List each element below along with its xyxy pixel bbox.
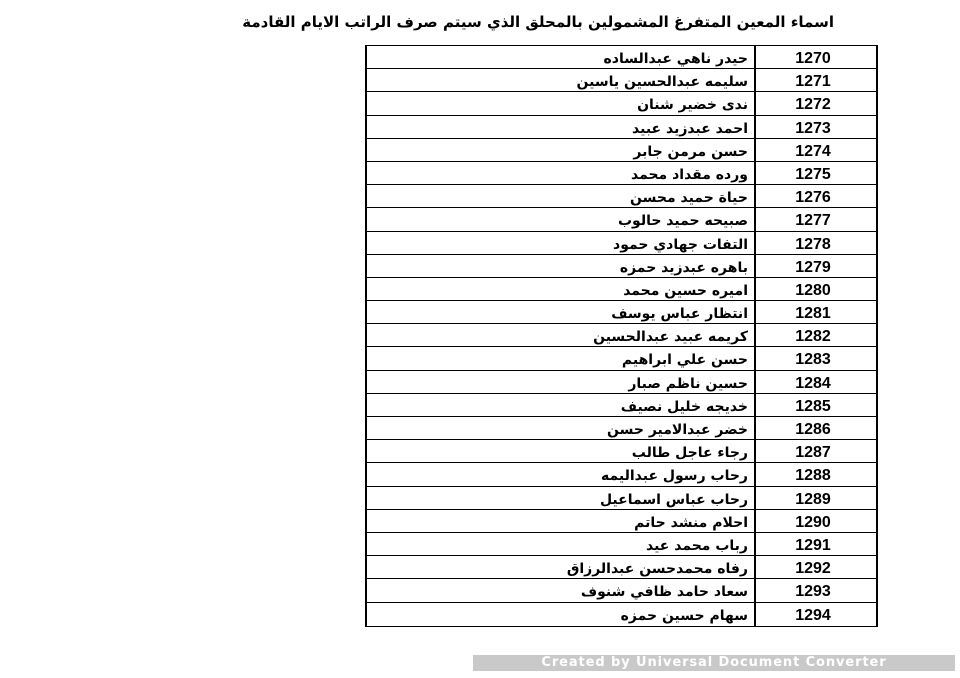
name-cell: خديجه خليل نصيف	[620, 398, 748, 415]
name-cell: ورده مقداد محمد	[630, 166, 748, 183]
table-row	[365, 371, 878, 394]
number-cell: 1283	[754, 347, 878, 369]
number-cell: 1293	[754, 579, 878, 601]
name-cell: كريمه عبيد عبدالحسين	[593, 329, 748, 346]
number-cell: 1275	[754, 162, 878, 184]
name-cell: رحاب رسول عبداليمه	[601, 468, 748, 485]
name-cell: حسن علي ابراهيم	[621, 352, 748, 369]
number-cell: 1273	[754, 116, 878, 138]
name-cell: رجاء عاجل طالب	[631, 445, 748, 462]
table-row	[365, 139, 878, 162]
number-cell: 1289	[754, 487, 878, 509]
name-cell: ندى خضير شنان	[637, 97, 748, 114]
name-cell: باهره عبدزيد حمزه	[619, 259, 748, 276]
table-row	[365, 533, 878, 556]
number-cell: 1285	[754, 394, 878, 416]
table-row	[365, 69, 878, 92]
table-row	[365, 185, 878, 208]
table-row	[365, 347, 878, 370]
name-cell: التفات جهادي حمود	[613, 236, 748, 253]
name-cell: احمد عبدزيد عبيد	[632, 120, 748, 137]
table-row	[365, 116, 878, 139]
name-cell: احلام منشد حاتم	[634, 514, 748, 531]
number-cell: 1287	[754, 440, 878, 462]
table-row	[365, 301, 878, 324]
converter-watermark: Created by Universal Document Converter	[473, 655, 955, 671]
name-cell: خضر عبدالامير حسن	[607, 422, 748, 438]
name-cell: رحاب عباس اسماعيل	[599, 491, 748, 508]
name-cell: انتظار عباس يوسف	[611, 306, 748, 323]
name-cell: اميره حسين محمد	[623, 282, 748, 299]
names-table	[365, 45, 878, 627]
table-row	[365, 232, 878, 255]
table-row	[365, 162, 878, 185]
table-row	[365, 394, 878, 417]
number-cell: 1271	[754, 69, 878, 91]
name-cell: رفاه محمدحسن عبدالرزاق	[566, 561, 748, 578]
table-row	[365, 579, 878, 602]
name-cell: حسين ناظم صبار	[628, 375, 748, 392]
name-cell: سليمه عبدالحسين ياسين	[576, 74, 748, 91]
table-row	[365, 603, 878, 626]
name-cell: صبيحه حميد حالوب	[617, 213, 748, 230]
name-cell: رباب محمد عيد	[646, 537, 748, 554]
table-row	[365, 556, 878, 579]
number-cell: 1277	[754, 208, 878, 230]
table-row	[365, 278, 878, 301]
number-cell: 1290	[754, 510, 878, 532]
number-cell: 1288	[754, 463, 878, 485]
number-cell: 1274	[754, 139, 878, 161]
table-row	[365, 46, 878, 69]
number-cell: 1292	[754, 556, 878, 578]
table-row	[365, 255, 878, 278]
number-cell: 1291	[754, 533, 878, 555]
name-cell: حسن مرمن جابر	[633, 143, 748, 160]
number-cell: 1279	[754, 255, 878, 277]
number-cell: 1280	[754, 278, 878, 300]
number-cell: 1284	[754, 371, 878, 393]
table-row	[365, 463, 878, 486]
name-cell: حيدر ناهي عبدالساده	[603, 51, 748, 67]
name-cell: سعاد حامد ظافي شنوف	[580, 584, 748, 601]
table-row	[365, 417, 878, 440]
number-cell: 1281	[754, 301, 878, 323]
number-cell: 1272	[754, 92, 878, 114]
table-row	[365, 92, 878, 115]
page-title: اسماء المعين المتفرغ المشمولين بالمحلق الذي سيتم صرف الراتب الايام القادمة	[242, 13, 834, 31]
table-row	[365, 440, 878, 463]
name-cell: حياة حميد محسن	[630, 190, 748, 207]
table-row	[365, 324, 878, 347]
number-cell: 1286	[754, 417, 878, 439]
number-cell: 1294	[754, 603, 878, 626]
number-cell: 1270	[754, 46, 878, 68]
number-cell: 1282	[754, 324, 878, 346]
number-cell: 1278	[754, 232, 878, 254]
number-cell: 1276	[754, 185, 878, 207]
table-row	[365, 208, 878, 231]
table-row	[365, 487, 878, 510]
table-row	[365, 510, 878, 533]
name-cell: سهام حسين حمزه	[620, 607, 748, 624]
